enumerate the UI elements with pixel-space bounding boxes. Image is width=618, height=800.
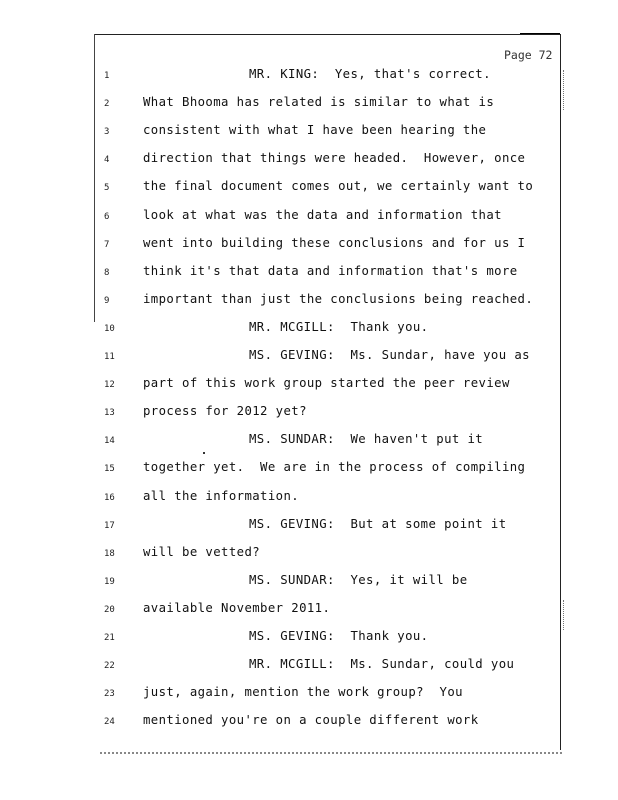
- line-text: MR. MCGILL: Thank you.: [249, 319, 429, 334]
- transcript-line: [0, 517, 618, 537]
- page-number: Page 72: [504, 48, 553, 62]
- line-number: 5: [104, 183, 110, 194]
- transcript-line: [0, 95, 618, 115]
- transcript-line: [0, 376, 618, 396]
- line-text: direction that things were headed. However, once: [143, 151, 526, 166]
- line-number: 20: [104, 604, 115, 615]
- line-text: important than just the conclusions being reached.: [143, 291, 534, 306]
- line-number: 15: [104, 464, 115, 475]
- line-text: mentioned you're on a couple different work: [143, 713, 479, 728]
- line-number: 2: [104, 99, 110, 110]
- line-number: 3: [104, 127, 110, 138]
- transcript-line: [0, 264, 618, 284]
- line-text: available November 2011.: [143, 600, 331, 615]
- line-number: 22: [104, 661, 115, 672]
- line-number: 11: [104, 352, 115, 362]
- line-text: MS. SUNDAR: We haven't put it: [249, 432, 484, 447]
- transcript-line: [0, 151, 618, 171]
- line-number: 14: [104, 436, 115, 447]
- transcript-line: [0, 460, 618, 480]
- line-number: 6: [104, 211, 110, 222]
- line-text: What Bhooma has related is similar to what is: [143, 95, 495, 110]
- transcript-line: [0, 545, 618, 565]
- line-number: 21: [104, 633, 115, 643]
- transcript-line: [0, 179, 618, 199]
- line-number: 23: [104, 689, 115, 700]
- scan-speck: [203, 452, 205, 454]
- transcript-line: [0, 601, 618, 621]
- line-number: 18: [104, 548, 115, 559]
- transcript-line: [0, 432, 618, 452]
- line-text: look at what was the data and information that: [143, 207, 502, 222]
- line-text: together yet. We are in the process of compiling: [143, 460, 526, 475]
- line-number: 10: [104, 323, 115, 334]
- line-text: part of this work group started the peer review: [143, 376, 510, 391]
- line-number: 16: [104, 492, 115, 503]
- line-text: all the information.: [143, 488, 300, 503]
- transcript-line: [0, 320, 618, 340]
- line-text: MS. GEVING: Thank you.: [249, 629, 429, 643]
- transcript-line: [0, 685, 618, 705]
- line-number: 1: [104, 71, 110, 81]
- line-number: 12: [104, 380, 115, 391]
- transcript-line: [0, 208, 618, 228]
- line-text: MR. MCGILL: Ms. Sundar, could you: [249, 657, 515, 672]
- line-number: 17: [104, 520, 115, 531]
- line-number: 7: [104, 239, 110, 250]
- line-text: MS. GEVING: But at some point it: [249, 516, 507, 531]
- transcript-line: [0, 236, 618, 256]
- top-edge-mark: [520, 33, 560, 34]
- transcript-line: [0, 573, 618, 593]
- transcript-line: [0, 629, 618, 649]
- line-text: MS. SUNDAR: Yes, it will be: [249, 572, 468, 587]
- transcript-line: [0, 123, 618, 143]
- line-text: process for 2012 yet?: [143, 404, 307, 419]
- line-text: will be vetted?: [143, 544, 261, 559]
- transcript-line: [0, 489, 618, 509]
- transcript-line: [0, 67, 618, 87]
- line-text: MR. KING: Yes, that's correct.: [249, 67, 491, 81]
- line-number: 13: [104, 408, 115, 419]
- transcript-line: [0, 713, 618, 733]
- line-text: MS. GEVING: Ms. Sundar, have you as: [249, 348, 530, 362]
- line-number: 9: [104, 295, 110, 306]
- line-text: went into building these conclusions and for us I: [143, 235, 526, 250]
- line-text: think it's that data and information that's more: [143, 263, 518, 278]
- transcript-line: [0, 292, 618, 312]
- line-number: 24: [104, 717, 115, 728]
- line-number: 19: [104, 576, 115, 587]
- line-text: the final document comes out, we certainly want to: [143, 179, 534, 194]
- line-text: just, again, mention the work group? You: [143, 685, 463, 700]
- transcript-line: [0, 404, 618, 424]
- transcript-line: [0, 348, 618, 368]
- bottom-dotted-rule: [100, 752, 562, 754]
- transcript-line: [0, 657, 618, 677]
- line-text: consistent with what I have been hearing the: [143, 123, 487, 138]
- line-number: 4: [104, 155, 110, 166]
- line-number: 8: [104, 267, 110, 278]
